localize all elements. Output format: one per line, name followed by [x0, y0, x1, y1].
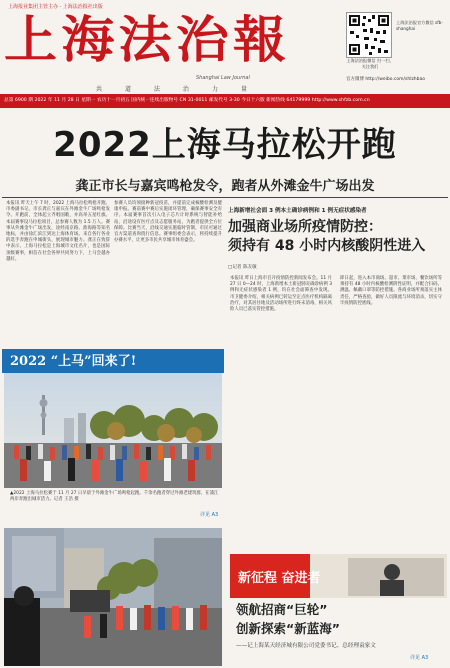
feature-headline-line-1: 领航招商“巨轮” [236, 602, 328, 617]
marathon-photo[interactable] [4, 373, 222, 488]
banner-text: 新征程 奋进者 [238, 571, 321, 586]
main-headline[interactable]: 2022上海马拉松开跑 [53, 125, 397, 165]
article-column-2: 参赛人员均须接种新冠疫苗，并提前完成核酸检测及健康申报。赛前赛中赛后实施闭环管理，确保赛事安全有序。本届赛事首次引入电子芯片计时系统与智能补给站，沿途设有医疗点及志愿服务站，为跑者提供全方位保障。比赛当天，沿线交通实施临时管制，市民可通过官方渠道查询绕行信息。赛事组委会表示，将持续提升办赛水平，让更多市民共享城市体育盛会。 [114, 201, 222, 244]
photo-title: 2022 “上马”回来了! [10, 354, 137, 369]
story-headline[interactable] [228, 218, 448, 256]
qr-code-icon [346, 12, 392, 58]
english-title: Shanghai Law Journal [196, 75, 250, 81]
story-headline-line-1: 加强商业场所疫情防控： [228, 219, 382, 235]
story-column-a: 本报讯 昨日上海市召开疫情防控新闻发布会。11 月 27 日 0—24 时，上海新增本土新冠肺炎确诊病例 3 例和无症状感染者 1 例，均在社会面筛查中发现。市卫健委介绍，相关病例已转运至定点医疗机构隔离治疗，对其居住地及活动场所进行终末消毒，相关风险人员已落实管控措施。 [230, 276, 332, 313]
feature-see-page-link[interactable]: 详见 A3 [410, 655, 429, 661]
story-kicker: 上海新增社会面 3 例本土确诊病例和 1 例无症状感染者 [228, 208, 367, 214]
wechat-account-text: 上海法治报官方微信 sfb-shanghai [396, 20, 443, 31]
feature-subtitle: ——记上海某天经济城有限公司党委书记、总经理袁家文 [236, 643, 376, 649]
feature-headline-line-2: 创新探索“新蓝海” [236, 621, 340, 636]
story-headline-line-2: 须持有 48 小时内核酸阴性进入 [228, 238, 426, 254]
issue-info-bar: 总第 6900 期 2022 年 11 月 28 日 星期一 农历十一月初五 国内统一连续出版物号 CN 31-0011 邮发代号 3-30 今日十六版 新闻热线 64179999 http://www.shfzb.com.cn [0, 94, 450, 108]
byline: □记者 陈友敏 [228, 265, 257, 270]
runners-photo[interactable] [4, 528, 222, 666]
newspaper-masthead: 上海法治報 [4, 10, 291, 69]
feature-banner[interactable] [230, 554, 447, 598]
feature-headline[interactable] [236, 600, 436, 638]
weibo-link[interactable]: 官方微博 http://weibo.com/shlzhbao [346, 77, 426, 82]
qr-label: 上海法治报微信 扫一扫，关注我们 [346, 58, 394, 69]
sub-headline: 龚正市长与嘉宾鸣枪发令，跑者从外滩金牛广场出发 [75, 179, 375, 194]
article-column-1: 本报讯 昨天上午 7 时，2022 上海马拉松鸣枪开跑。市委副书记、市长龚正与嘉宾在外滩金牛广场鸣枪发令。开跑前，全体起立齐唱国歌，并高举五星红旗。本届赛事设马拉松项目，总参赛人数为 1.5 万人。赛事从外滩金牛广场出发，途经南京路、淮海路等知名地标，并由徐汇滨江到达上海体育场。来自各行各业的选手奔跑在申城街头，展现城市魅力。龚正在致辞中表示，上海马拉松是上海城市文化名片，也是国际顶级赛事，相信在社会各界共同努力下，上马会越办越好。 [6, 201, 110, 262]
see-page-link[interactable]: 详见 A3 [200, 512, 219, 518]
publisher-line: 上海报业集团主管主办 · 上海法治报社出版 [8, 4, 103, 10]
story-column-b: 即日起，进入本市商场、超市、菜市场、餐饮场所等须持有 48 小时内核酸检测阴性证明，并配合扫码、测温、佩戴口罩等防控措施。各商业场所须落实主体责任，严格查验，做好人员限流与环境消杀，切实守牢疫情防控底线。 [340, 276, 442, 306]
divider [2, 197, 448, 198]
slogan: 共道法治力量 [96, 86, 271, 93]
photo-caption: ▲2022 上海马拉松赛于 11 月 27 日早晨于外滩金牛广场鸣枪起跑。千余名跑者穿过外滩老建筑群，在浦江两岸奔跑出城市活力。记者 王浩 摄 [10, 491, 219, 502]
